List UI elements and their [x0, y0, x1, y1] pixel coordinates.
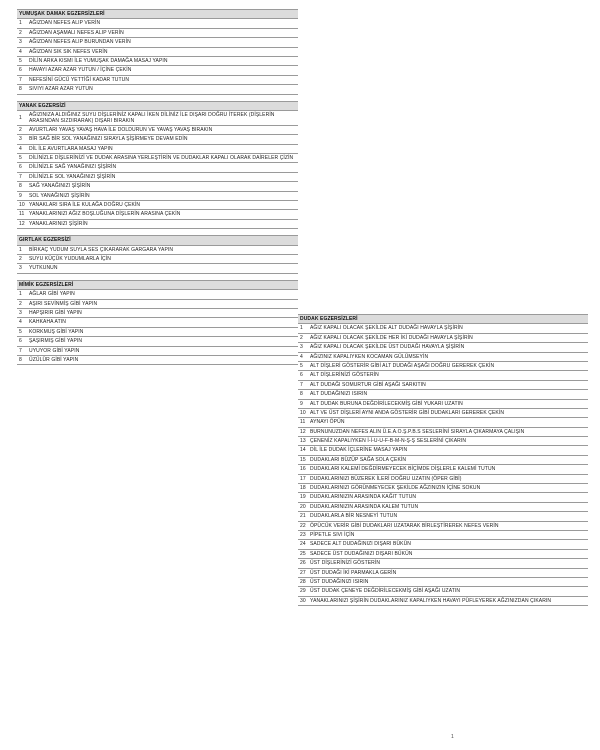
section-header — [17, 101, 298, 110]
exercise-text: BİR SAĞ BİR SOL YANAĞINIZI SIRAYLA ŞİŞİRMEYE DEVAM EDİN — [27, 135, 298, 144]
exercise-number: 24 — [298, 540, 308, 549]
exercise-row — [298, 512, 588, 521]
exercise-text: DUDAKLARINIZIN ARASINDA KALEM TUTUN — [308, 502, 588, 511]
exercise-text: SADECE ÜST DUDAĞINIZI DIŞARI BÜKÜN — [308, 549, 588, 558]
exercise-text: YANAKLARINIZI ŞİŞİRİN DUDAKLARINIZ KAPALIYKEN HAVAYI PÜFLEYEREK AĞZINIZDAN ÇIKARIN — [308, 596, 588, 605]
exercise-text: DİLİNİZLE DİŞLERİNİZİ VE DUDAK ARASINA YERLEŞTİRİN VE DUDAKLAR KAPALI OLARAK DAİRELER ÇİZİN — [27, 154, 298, 163]
exercise-text: DİLİNİZLE SAĞ YANAĞINIZI ŞİŞİRİN — [27, 163, 298, 172]
exercise-row — [298, 483, 588, 492]
section-title: GIRTLAK EGZERSİZİ — [17, 236, 298, 245]
exercise-row — [17, 318, 298, 327]
exercise-text: PİPETLE SIVI İÇİN — [308, 530, 588, 539]
exercise-text: ÖPÜCÜK VERİR GİBİ DUDAKLARI UZATARAK BİRLEŞTİREREK NEFES VERİN — [308, 521, 588, 530]
exercise-row — [298, 455, 588, 464]
exercise-number: 3 — [17, 135, 27, 144]
exercise-text: ŞAŞIRMIŞ GİBİ YAPIN — [27, 337, 298, 346]
exercise-number: 7 — [298, 380, 308, 389]
exercise-text: HAVAYI AZAR AZAR YUTUN / İÇİNE ÇEKİN — [27, 66, 298, 75]
exercise-row — [17, 219, 298, 228]
exercise-text: ALT DUDAĞI SOMURTUR GİBİ AŞAĞI SARKITIN — [308, 380, 588, 389]
exercise-row — [298, 390, 588, 399]
exercise-number: 14 — [298, 446, 308, 455]
exercise-number: 1 — [17, 290, 27, 299]
exercise-number: 4 — [298, 352, 308, 361]
section-title: YUMUŞAK DAMAK EGZERSİZLERİ — [17, 10, 298, 19]
exercise-text: ÜST DUDAĞINIZI ISIRIN — [308, 577, 588, 586]
exercise-text: YUTKUNUN — [27, 264, 298, 273]
exercise-text: ÜST DUDAĞI İKİ PARMAKLA GERİN — [308, 568, 588, 577]
exercise-number: 6 — [17, 66, 27, 75]
exercise-row — [298, 596, 588, 605]
page-number: 1 — [451, 734, 454, 740]
exercise-row — [17, 210, 298, 219]
exercise-text: YANAKLARI SIRA İLE KULAĞA DOĞRU ÇEKİN — [27, 200, 298, 209]
exercise-text: ALT DUDAK BURUNA DEĞDİRİLECEKMİŞ GİBİ YUKARI UZATIN — [308, 399, 588, 408]
section-title: MİMİK EGZERSİZLERİ — [17, 280, 298, 289]
exercise-row — [298, 333, 588, 342]
exercise-number: 5 — [298, 362, 308, 371]
exercise-row — [298, 371, 588, 380]
exercise-number: 1 — [17, 245, 27, 254]
exercise-text: ÜZÜLÜR GİBİ YAPIN — [27, 356, 298, 365]
exercise-text: UYUYOR GİBİ YAPIN — [27, 346, 298, 355]
exercise-text: SADECE ALT DUDAĞINIZI DIŞARI BÜKÜN — [308, 540, 588, 549]
exercise-text: ALT DUDAĞINIZI ISIRIN — [308, 390, 588, 399]
exercise-row — [298, 577, 588, 586]
exercise-row — [298, 549, 588, 558]
exercise-number: 10 — [298, 409, 308, 418]
exercise-number: 12 — [298, 427, 308, 436]
exercise-row — [17, 111, 298, 126]
exercise-text: AĞIZDAN NEFES ALIP BURUNDAN VERİN — [27, 38, 298, 47]
exercise-row — [298, 530, 588, 539]
exercise-number: 13 — [298, 436, 308, 445]
exercise-text: DUDAKLARINIZIN ARASINDA KAĞIT TUTUN — [308, 493, 588, 502]
section-spacer — [17, 229, 298, 236]
exercise-text: DİL İLE AVURTLARA MASAJ YAPIN — [27, 144, 298, 153]
exercise-row — [298, 559, 588, 568]
exercise-number: 12 — [17, 219, 27, 228]
exercise-text: YANAKLARINIZI AĞIZ BOŞLUĞUNA DİŞLERİN ARASINA ÇEKİN — [27, 210, 298, 219]
exercise-text: DİLİNİZLE SOL YANAĞINIZI ŞİŞİRİN — [27, 172, 298, 181]
exercise-number: 6 — [298, 371, 308, 380]
exercise-number: 9 — [298, 399, 308, 408]
exercise-row — [298, 362, 588, 371]
section-title: YANAK EGZERSİZİ — [17, 101, 298, 110]
exercise-number: 2 — [17, 299, 27, 308]
exercise-number: 22 — [298, 521, 308, 530]
exercise-number: 29 — [298, 587, 308, 596]
exercise-number: 6 — [17, 337, 27, 346]
exercise-number: 7 — [17, 75, 27, 84]
exercise-text: ALT VE ÜST DİŞLERİ AYNI ANDA GÖSTERİR GİBİ DUDAKLARI GEREREK ÇEKİN — [308, 409, 588, 418]
exercise-text: AĞIZDAN NEFES ALIP VERİN — [27, 19, 298, 28]
exercise-row — [17, 245, 298, 254]
exercise-number: 25 — [298, 549, 308, 558]
exercise-number: 4 — [17, 144, 27, 153]
section-header — [17, 236, 298, 245]
exercise-number: 11 — [298, 418, 308, 427]
exercise-number: 8 — [17, 85, 27, 94]
exercise-text: KAHKAHA ATIN — [27, 318, 298, 327]
exercise-row — [17, 308, 298, 317]
exercise-row — [17, 356, 298, 365]
exercise-row — [298, 493, 588, 502]
exercise-number: 1 — [17, 111, 27, 126]
exercise-text: DUDAKLARI BÜZÜP SAĞA SOLA ÇEKİN — [308, 455, 588, 464]
exercise-text: AĞLAR GİBİ YAPIN — [27, 290, 298, 299]
exercise-text: AVURTLARI YAVAŞ YAVAŞ HAVA İLE DOLDURUN VE YAVAŞ YAVAŞ BIRAKIN — [27, 126, 298, 135]
exercise-number: 16 — [298, 465, 308, 474]
exercise-number: 18 — [298, 483, 308, 492]
exercise-row — [17, 200, 298, 209]
exercise-text: SAĞ YANAĞINIZI ŞİŞİRİN — [27, 182, 298, 191]
exercise-row — [17, 75, 298, 84]
exercise-row — [298, 409, 588, 418]
exercise-number: 8 — [298, 390, 308, 399]
exercise-number: 3 — [17, 308, 27, 317]
exercise-number: 19 — [298, 493, 308, 502]
exercise-row — [17, 290, 298, 299]
exercise-row — [17, 66, 298, 75]
exercise-row — [17, 327, 298, 336]
exercise-number: 23 — [298, 530, 308, 539]
exercise-row — [17, 191, 298, 200]
exercise-row — [298, 474, 588, 483]
exercise-text: DUDAKLARINIZI GÖRÜNMEYECEK ŞEKİLDE AĞZINIZIN İÇİNE SOKUN — [308, 483, 588, 492]
exercise-row — [298, 436, 588, 445]
section-header — [298, 315, 588, 324]
section-title: DUDAK EGZERSİZLERİ — [298, 315, 588, 324]
exercise-row — [17, 172, 298, 181]
exercise-text: DUDAKLARLA BİR NESNEYİ TUTUN — [308, 512, 588, 521]
exercise-number: 5 — [17, 327, 27, 336]
exercise-text: DİL İLE DUDAK İÇLERİNE MASAJ YAPIN — [308, 446, 588, 455]
exercise-text: AŞIRI SEVİNMİŞ GİBİ YAPIN — [27, 299, 298, 308]
exercise-row — [17, 19, 298, 28]
exercise-row — [17, 264, 298, 273]
exercise-number: 2 — [17, 254, 27, 263]
exercise-row — [17, 85, 298, 94]
exercise-text: NEFESİNİ GÜCÜ YETTİĞİ KADAR TUTUN — [27, 75, 298, 84]
exercise-row — [298, 324, 588, 333]
exercise-number: 2 — [17, 126, 27, 135]
exercise-number: 11 — [17, 210, 27, 219]
exercise-number: 27 — [298, 568, 308, 577]
exercise-number: 4 — [17, 47, 27, 56]
exercise-text: SIVIYI AZAR AZAR YUTUN — [27, 85, 298, 94]
exercise-number: 28 — [298, 577, 308, 586]
exercise-text: SUYU KÜÇÜK YUDUMLARLA İÇİN — [27, 254, 298, 263]
exercise-number: 2 — [298, 333, 308, 342]
exercise-row — [17, 28, 298, 37]
exercise-text: AĞIZ KAPALI OLACAK ŞEKİLDE HER İKİ DUDAĞI HAVAYLA ŞİŞİRİN — [308, 333, 588, 342]
exercise-text: ÜST DİŞLERİNİZİ GÖSTERİN — [308, 559, 588, 568]
section-spacer — [17, 94, 298, 101]
exercise-number: 6 — [17, 163, 27, 172]
exercise-text: BİRKAÇ YUDUM SUYLA SES ÇIKARARAK GARGARA YAPIN — [27, 245, 298, 254]
exercise-number: 9 — [17, 191, 27, 200]
exercise-row — [298, 352, 588, 361]
exercise-row — [17, 126, 298, 135]
exercise-row — [17, 337, 298, 346]
exercise-text: AĞIZDAN SIK SIK NEFES VERİN — [27, 47, 298, 56]
exercise-number: 30 — [298, 596, 308, 605]
exercise-number: 5 — [17, 154, 27, 163]
exercise-number: 7 — [17, 172, 27, 181]
exercise-text: AĞIZINIZ KAPALIYKEN KOCAMAN GÜLÜMSEYİN — [308, 352, 588, 361]
exercise-number: 8 — [17, 182, 27, 191]
exercise-row — [17, 299, 298, 308]
exercise-row — [298, 521, 588, 530]
exercise-number: 5 — [17, 57, 27, 66]
exercise-number: 10 — [17, 200, 27, 209]
exercise-row — [298, 502, 588, 511]
exercise-table-page-1 — [17, 9, 298, 365]
exercise-row — [17, 154, 298, 163]
exercise-row — [298, 446, 588, 455]
exercise-text: SOL YANAĞINIZI ŞİŞİRİN — [27, 191, 298, 200]
exercise-number: 1 — [17, 19, 27, 28]
exercise-row — [298, 399, 588, 408]
exercise-row — [17, 57, 298, 66]
exercise-text: ÇENENİZ KAPALIYKEN İ-İ-U-U-F-B-M-N-Ş-Ş SESLERİNİ ÇIKARIN — [308, 436, 588, 445]
exercise-text: DİLİN ARKA KISMI İLE YUMUŞAK DAMAĞA MASAJ YAPIN — [27, 57, 298, 66]
exercise-text: HAPŞIRIR GİBİ YAPIN — [27, 308, 298, 317]
section-header — [17, 10, 298, 19]
exercise-text: BURNUNUZDAN NEFES ALIN Ü.E.A.O.Ş.P.B.S SESLERİNİ SIRAYLA ÇIKARMAYA ÇALIŞIN — [308, 427, 588, 436]
exercise-text: DUDAKLARINIZI BÜZEREK İLERİ DOĞRU UZATIN (ÖPER GİBİ) — [308, 474, 588, 483]
exercise-row — [17, 144, 298, 153]
exercise-number: 26 — [298, 559, 308, 568]
exercise-row — [298, 418, 588, 427]
exercise-number: 4 — [17, 318, 27, 327]
exercise-number: 1 — [298, 324, 308, 333]
exercise-row — [298, 587, 588, 596]
exercise-number: 2 — [17, 28, 27, 37]
exercise-row — [17, 346, 298, 355]
exercise-row — [298, 540, 588, 549]
exercise-text: ÜST DUDAK ÇENEYE DEĞDİRİLECEKMİŞ GİBİ AŞAĞI UZATIN — [308, 587, 588, 596]
exercise-text: AYNAYI ÖPÜN — [308, 418, 588, 427]
exercise-number: 20 — [298, 502, 308, 511]
exercise-row — [298, 427, 588, 436]
exercise-number: 3 — [298, 343, 308, 352]
lip-exercise-table — [298, 314, 588, 606]
section-header — [17, 280, 298, 289]
exercise-row — [17, 38, 298, 47]
exercise-text: YANAKLARINIZI ŞİŞİRİN — [27, 219, 298, 228]
section-spacer — [17, 273, 298, 280]
exercise-row — [17, 163, 298, 172]
exercise-text: ALT DİŞLERİ GÖSTERİR GİBİ ALT DUDAĞI AŞAĞI DOĞRU GEREREK ÇEKİN — [308, 362, 588, 371]
exercise-number: 3 — [17, 264, 27, 273]
exercise-row — [298, 380, 588, 389]
exercise-text: ALT DİŞLERİNİZİ GÖSTERİN — [308, 371, 588, 380]
exercise-row — [17, 135, 298, 144]
exercise-text: AĞIZ KAPALI OLACAK ŞEKİLDE ALT DUDAĞI HAVAYLA ŞİŞİRİN — [308, 324, 588, 333]
exercise-text: AĞIZ KAPALI OLACAK ŞEKİLDE ÜST DUDAĞI HAVAYLA ŞİŞİRİN — [308, 343, 588, 352]
exercise-text: AĞIZDAN AŞAMALI NEFES ALIP VERİN — [27, 28, 298, 37]
exercise-number: 17 — [298, 474, 308, 483]
exercise-text: KORKMUŞ GİBİ YAPIN — [27, 327, 298, 336]
exercise-number: 21 — [298, 512, 308, 521]
exercise-number: 7 — [17, 346, 27, 355]
exercise-row — [298, 343, 588, 352]
exercise-number: 3 — [17, 38, 27, 47]
exercise-number: 15 — [298, 455, 308, 464]
exercise-row — [298, 568, 588, 577]
exercise-row — [298, 465, 588, 474]
exercise-text: AĞIZINIZA ALDIĞINIZ SUYU DİŞLERİNİZ KAPALI İKEN DİLİNİZ İLE DIŞARI DOĞRU İTEREK (DİŞLERİN ARASINDAN SIZDIRARAK) DIŞARI BIRAKIN — [27, 111, 298, 126]
exercise-row — [17, 47, 298, 56]
exercise-row — [17, 182, 298, 191]
exercise-text: DUDAKLARI KALEMİ DEĞDİRMEYECEK BİÇİMDE DİŞLERLE KALEMİ TUTUN — [308, 465, 588, 474]
exercise-number: 8 — [17, 356, 27, 365]
exercise-row — [17, 254, 298, 263]
